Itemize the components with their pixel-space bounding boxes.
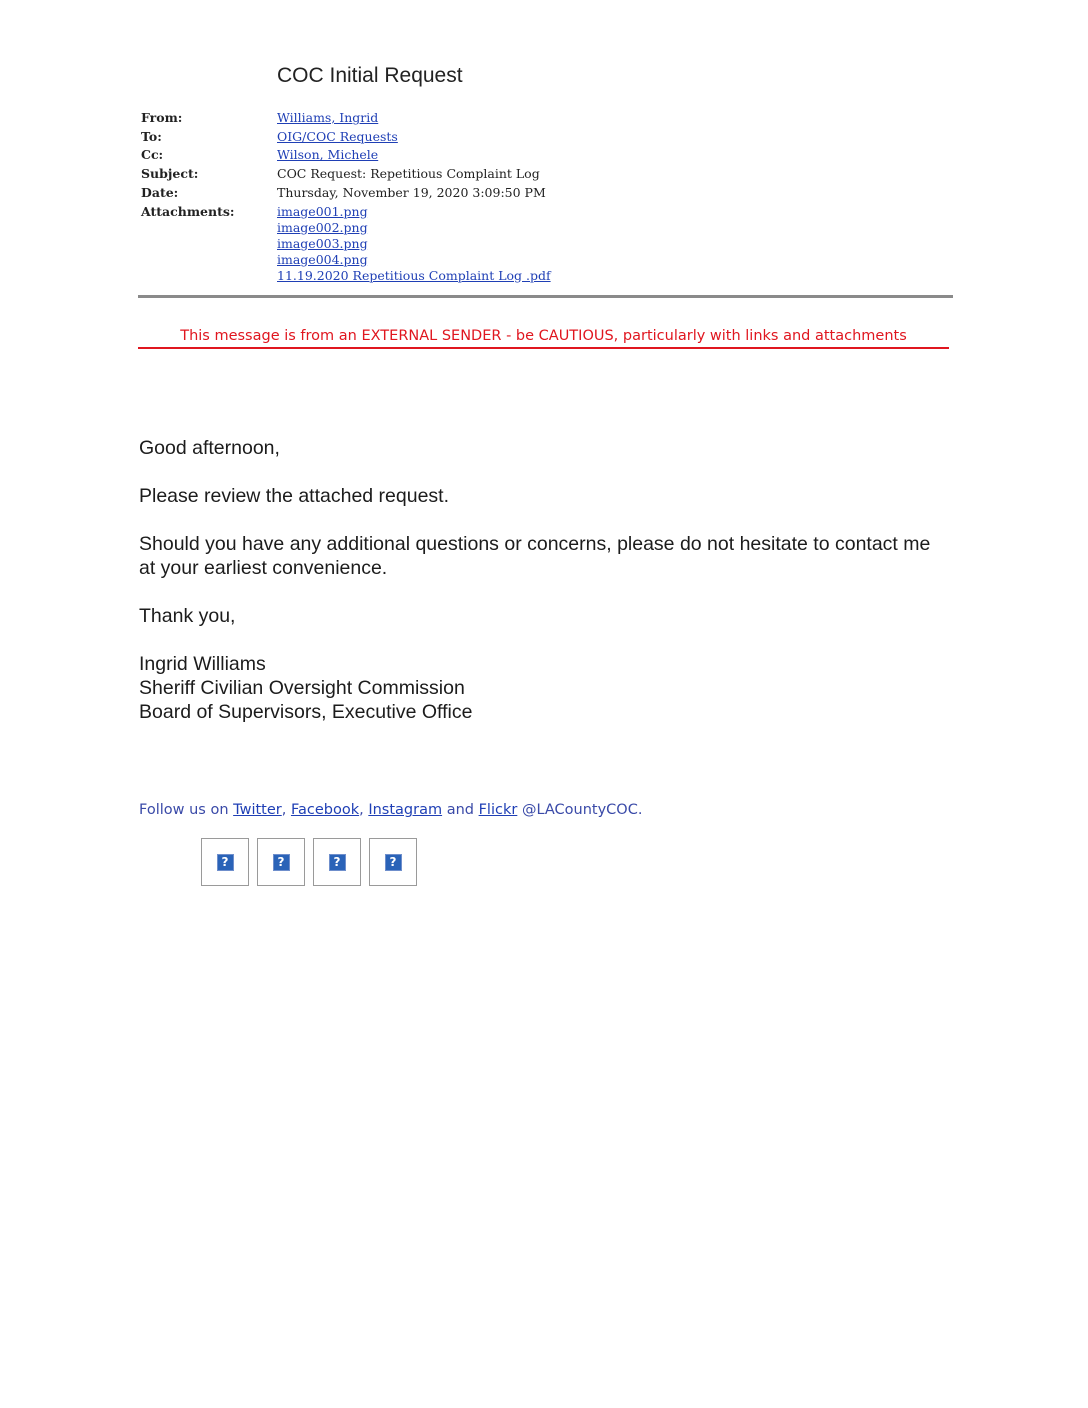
flickr-link[interactable]: Flickr	[478, 802, 518, 818]
from-row	[141, 109, 551, 128]
date-row	[141, 184, 551, 203]
signature-dept: Board of Supervisors, Executive Office	[139, 701, 473, 723]
email-headers	[141, 109, 551, 284]
closing: Thank you,	[139, 605, 236, 627]
social-icon-button[interactable]	[369, 838, 417, 886]
cc-link[interactable]: Wilson, Michele	[277, 147, 379, 163]
separator: ,	[359, 802, 364, 818]
cc-label: Cc:	[141, 147, 164, 163]
warning-underline	[138, 347, 949, 349]
social-icon-button[interactable]	[313, 838, 361, 886]
signature-name: Ingrid Williams	[139, 653, 266, 675]
attachment-link[interactable]: image001.png	[277, 203, 368, 219]
separator: ,	[281, 802, 287, 818]
attachment-list	[277, 203, 551, 284]
email-title: COC Initial Request	[277, 64, 463, 87]
from-link[interactable]: Williams, Ingrid	[277, 110, 379, 125]
subject-label: Subject:	[141, 166, 199, 182]
social-icon-button[interactable]	[257, 838, 305, 886]
to-label: To:	[141, 128, 162, 144]
signature	[139, 652, 939, 724]
broken-image-icon: ?	[329, 854, 346, 871]
social-icon-button[interactable]	[201, 838, 249, 886]
social-follow-line	[139, 802, 642, 818]
date-label: Date:	[141, 184, 179, 200]
subject-row	[141, 165, 551, 184]
social-icons	[201, 838, 417, 886]
twitter-link[interactable]: Twitter	[233, 802, 282, 818]
attachment-link[interactable]: 11.19.2020 Repetitious Complaint Log .pdf	[277, 267, 551, 283]
attachments-label: Attachments:	[141, 203, 235, 219]
broken-image-icon: ?	[385, 854, 402, 871]
attachment-link[interactable]: image002.png	[277, 219, 368, 235]
from-label: From:	[141, 110, 183, 125]
attachments-row	[141, 203, 551, 284]
and-text: and	[446, 802, 474, 818]
email-body	[139, 436, 939, 724]
instagram-link[interactable]: Instagram	[368, 802, 443, 818]
to-row	[141, 128, 551, 147]
broken-image-icon: ?	[273, 854, 290, 871]
body-line-review: Please review the attached request.	[139, 485, 450, 507]
external-sender-warning: This message is from an EXTERNAL SENDER - be CAUTIOUS, particularly with links and attachments	[180, 328, 907, 344]
broken-image-icon: ?	[217, 854, 234, 871]
facebook-link[interactable]: Facebook	[290, 802, 360, 818]
attachment-link[interactable]: image003.png	[277, 235, 368, 251]
header-divider	[138, 295, 953, 298]
social-handle: @LACountyCOC.	[521, 802, 643, 818]
body-line-questions: Should you have any additional questions or concerns, please do not hesitate to contact me at your earliest convenience.	[139, 533, 931, 579]
signature-org: Sheriff Civilian Oversight Commission	[139, 677, 465, 699]
greeting: Good afternoon,	[139, 437, 280, 459]
cc-row	[141, 146, 551, 165]
follow-prefix: Follow us on	[139, 802, 229, 818]
to-link[interactable]: OIG/COC Requests	[277, 128, 398, 144]
subject-value: COC Request: Repetitious Complaint Log	[277, 166, 540, 182]
attachment-link[interactable]: image004.png	[277, 251, 368, 267]
date-value: Thursday, November 19, 2020 3:09:50 PM	[277, 184, 546, 200]
